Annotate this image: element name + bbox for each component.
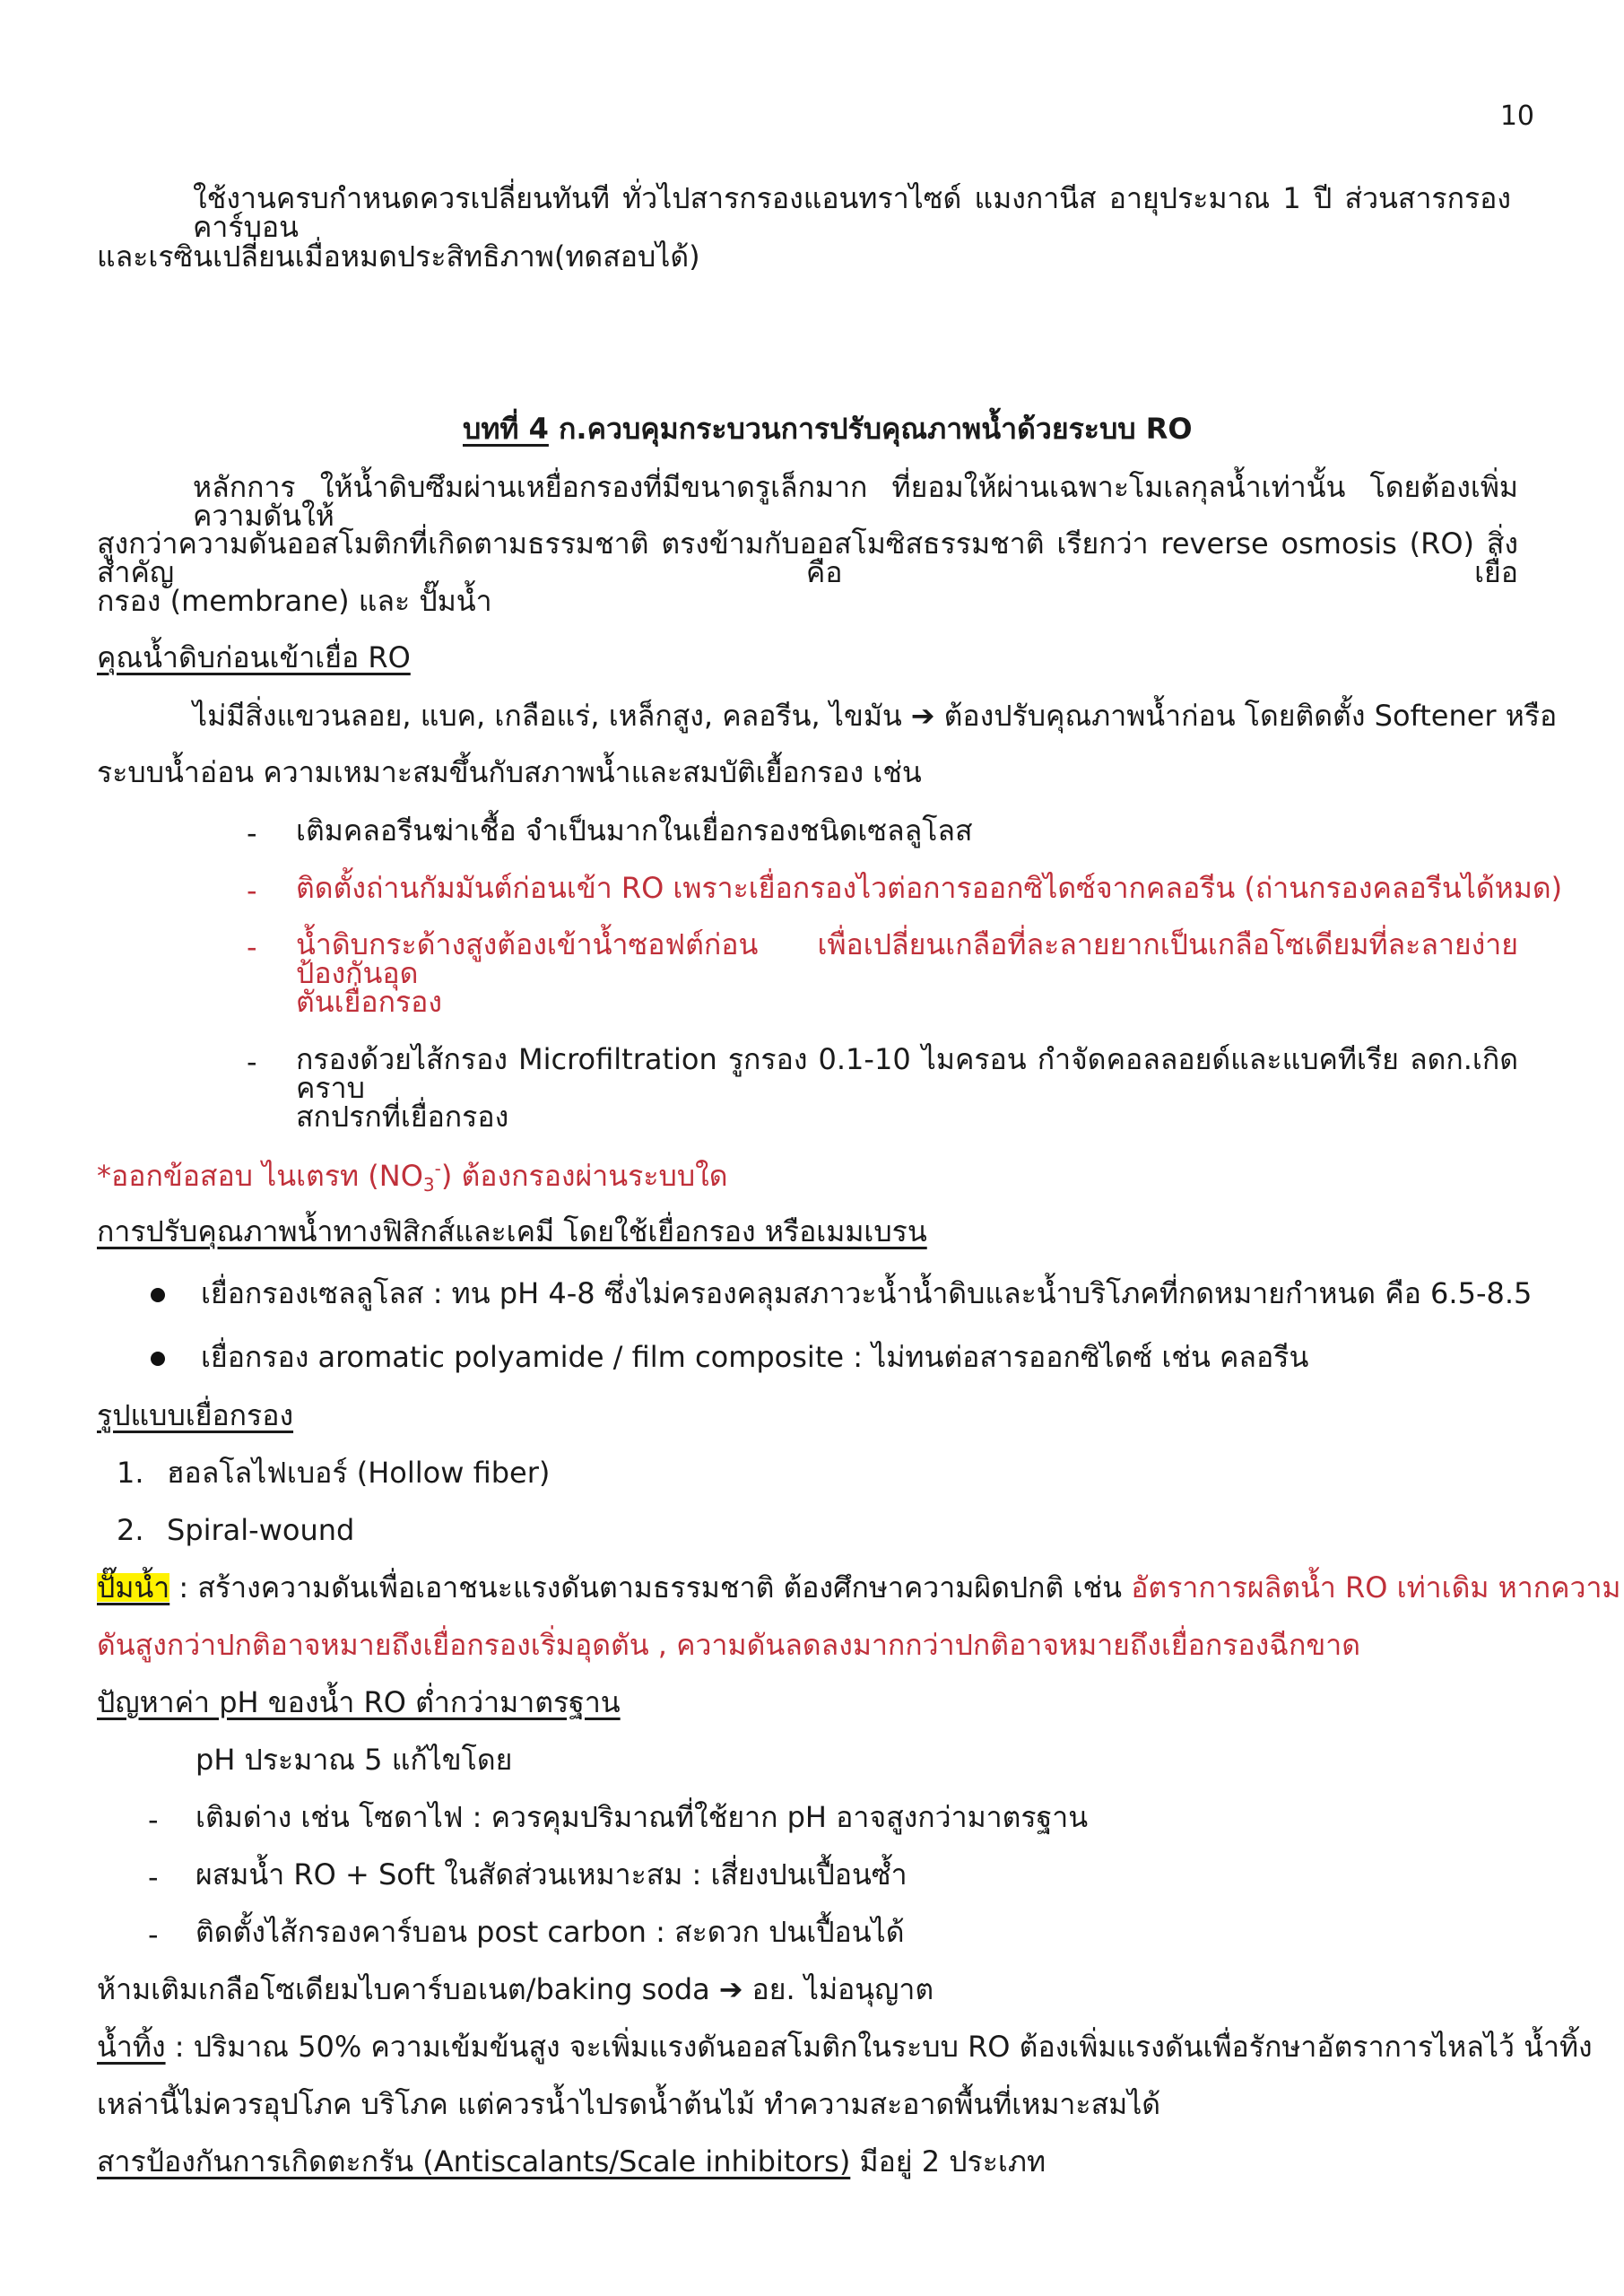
ph-ban-a: ห้ามเติมเกลือโซเดียมไบคาร์บอเนต/baking soda <box>97 1972 710 2006</box>
bullet-icon <box>151 1352 165 1366</box>
ph-ban <box>97 1972 934 2006</box>
ph-item-1: เติมด่าง เช่น โซดาไฟ : ควรคุมปริมาณที่ใช้ยาก pH อาจสูงกว่ามาตรฐาน <box>195 1800 1089 1834</box>
exam-note-suffix: ) ต้องกรองผ่านระบบใด <box>440 1159 728 1193</box>
exam-note-sup: - <box>434 1158 441 1179</box>
right-arrow-icon: ➔ <box>718 1972 743 2006</box>
ph-ban-b: อย. ไม่อนุญาต <box>751 1972 934 2006</box>
raw-water-item-3: น้ำดิบกระด้างสูงต้องเข้าน้ำซอฟต์ก่อน เพื่อเปลี่ยนเกลือที่ละลายยากเป็นเกลือโซเดียมที่ละลายง่าย ป้องกันอุด <box>296 927 1518 990</box>
wastewater-label: น้ำทิ้ง <box>97 2030 166 2064</box>
dash-3: - <box>247 930 257 964</box>
membrane-types-heading: รูปแบบเยื่อกรอง <box>97 1398 294 1432</box>
membrane-type-1-num: 1. <box>117 1456 144 1490</box>
raw-water-item-3-cont: ตันเยื่อกรอง <box>296 985 442 1019</box>
raw-water-item-1: เติมคลอรีนฆ่าเชื้อ จำเป็นมากในเยื่อกรองชนิดเซลลูโลส <box>296 813 973 848</box>
raw-water-line-1 <box>193 699 1558 733</box>
raw-water-line-2: ระบบน้ำอ่อน ความเหมาะสมขึ้นกับสภาพน้ำและสมบัติเยื้อกรอง เช่น <box>97 755 922 789</box>
principle-line-1: หลักการ ให้น้ำดิบซึมผ่านเหยื่อกรองที่มีขนาดรูเล็กมาก ที่ยอมให้ผ่านเฉพาะโมเลกุลน้ำเท่านั้น โดยต้องเพิ่มความดันให้ <box>193 470 1518 533</box>
membrane-heading: การปรับคุณภาพน้ำทางฟิสิกส์และเคมี โดยใช้เยื่อกรอง หรือเมมเบรน <box>97 1214 927 1248</box>
pump-label: ปั๊มน้ำ <box>97 1570 170 1605</box>
dash-4: - <box>247 1045 257 1079</box>
exam-note <box>97 1160 728 1194</box>
pump-line-1a: : สร้างความดันเพื่อเอาชนะแรงดันตามธรรมชาติ ต้องศึกษาความผิดปกติ เช่น <box>169 1570 1132 1605</box>
membrane-type-2-num: 2. <box>117 1513 144 1547</box>
bullet-icon <box>151 1288 165 1302</box>
dash-2: - <box>247 874 257 908</box>
right-arrow-icon: ➔ <box>910 699 935 733</box>
pump-line-1b: อัตราการผลิตน้ำ RO เท่าเดิม หากความ <box>1131 1570 1621 1605</box>
ph-heading: ปัญหาค่า pH ของน้ำ RO ต่ำกว่ามาตรฐาน <box>97 1685 621 1719</box>
ph-dash-1: - <box>148 1803 159 1837</box>
raw-water-item-4-cont: สกปรกที่เยื่อกรอง <box>296 1100 509 1134</box>
pump-line-2: ดันสูงกว่าปกติอาจหมายถึงเยื่อกรองเริ่มอุดตัน , ความดันลดลงมากกว่าปกติอาจหมายถึงเยื่อกรองฉีกขาด <box>97 1628 1361 1662</box>
chapter-label: บทที่ 4 <box>463 412 549 446</box>
membrane-bullet-2-text: เยื่อกรอง aromatic polyamide / film composite : ไม่ทนต่อสารออกซิไดซ์ เช่น คลอรีน <box>201 1340 1309 1374</box>
membrane-bullet-1-text: เยื่อกรองเซลลูโลส : ทน pH 4-8 ซึ่งไม่ครองคลุมสภาวะน้ำน้ำดิบและน้ำบริโภคที่กดหมายกำหนด คือ 6.5-8.5 <box>201 1276 1533 1310</box>
wastewater-line-2: เหล่านี้ไม่ควรอุปโภค บริโภค แต่ควรน้ำไปรดน้ำต้นไม้ ทำความสะอาดพื้นที่เหมาะสมได้ <box>97 2087 1161 2121</box>
principle-line-2: สูงกว่าความดันออสโมติกที่เกิดตามธรรมชาติ ตรงข้ามกับออสโมซิสธรรมชาติ เรียกว่า reverse osmosis (RO) สิ่งสำคัญ คือ เยื่อ <box>97 526 1518 589</box>
intro-line-2: และเรซินเปลี่ยนเมื่อหมดประสิทธิภาพ(ทดสอบได้) <box>97 239 700 274</box>
ph-item-3: ติดตั้งไส้กรองคาร์บอน post carbon : สะดวก ปนเปื้อนได้ <box>195 1915 905 1949</box>
antiscalant-suffix: มีอยู่ 2 ประเภท <box>850 2144 1046 2179</box>
membrane-type-2: Spiral-wound <box>167 1513 355 1547</box>
raw-water-line-1a: ไม่มีสิ่งแขวนลอย, แบค, เกลือแร่, เหล็กสูง, คลอรีน, ไขมัน <box>193 699 902 733</box>
dash-1: - <box>247 816 257 850</box>
antiscalant-heading: สารป้องกันการเกิดตะกรัน (Antiscalants/Scale inhibitors) <box>97 2144 851 2179</box>
membrane-bullet-2 <box>151 1340 1309 1374</box>
pump-line-1 <box>97 1570 1621 1605</box>
wastewater-line-1-text: : ปริมาณ 50% ความเข้มข้นสูง จะเพิ่มแรงดันออสโมติกในระบบ RO ต้องเพิ่มแรงดันเพื่อรักษาอัตราการไหลไว้ น้ำทิ้ง <box>165 2030 1593 2064</box>
membrane-bullet-1 <box>151 1276 1533 1310</box>
raw-water-item-4: กรองด้วยไส้กรอง Microfiltration รูกรอง 0.1-10 ไมครอน กำจัดคอลลอยด์และแบคทีเรีย ลดก.เกิดคราบ <box>296 1042 1518 1105</box>
exam-note-prefix: *ออกข้อสอบ ไนเตรท (NO <box>97 1159 423 1193</box>
raw-water-item-2: ติดตั้งถ่านกัมมันต์ก่อนเข้า RO เพราะเยื่อกรองไวต่อการออกซิไดซ์จากคลอรีน (ถ่านกรองคลอรีนได้หมด) <box>296 871 1563 905</box>
principle-line-3: กรอง (membrane) และ ปั๊มน้ำ <box>97 584 492 618</box>
raw-water-line-1b: ต้องปรับคุณภาพน้ำก่อน โดยติดตั้ง Softener หรือ <box>943 699 1558 733</box>
chapter-title <box>463 412 1193 446</box>
ph-item-2: ผสมน้ำ RO + Soft ในสัดส่วนเหมาะสม : เสี่ยงปนเปื้อนซ้ำ <box>195 1857 908 1892</box>
raw-water-heading: คุณน้ำดิบก่อนเข้าเยื่อ RO <box>97 640 411 674</box>
exam-note-sub: 3 <box>422 1174 435 1196</box>
chapter-title-text: ก.ควบคุมกระบวนการปรับคุณภาพน้ำด้วยระบบ RO <box>548 412 1193 446</box>
ph-dash-2: - <box>148 1860 159 1894</box>
antiscalant-line <box>97 2144 1046 2179</box>
ph-dash-3: - <box>148 1918 159 1952</box>
page-number: 10 <box>1499 100 1534 132</box>
ph-intro: pH ประมาณ 5 แก้ไขโดย <box>195 1743 513 1777</box>
intro-line-1: ใช้งานครบกำหนดควรเปลี่ยนทันที ทั่วไปสารกรองแอนทราไซด์ แมงกานีส อายุประมาณ 1 ปี ส่วนสารกรองคาร์บอน <box>193 181 1511 244</box>
membrane-type-1: ฮอลโลไฟเบอร์ (Hollow fiber) <box>167 1456 551 1490</box>
wastewater-line-1 <box>97 2030 1593 2064</box>
